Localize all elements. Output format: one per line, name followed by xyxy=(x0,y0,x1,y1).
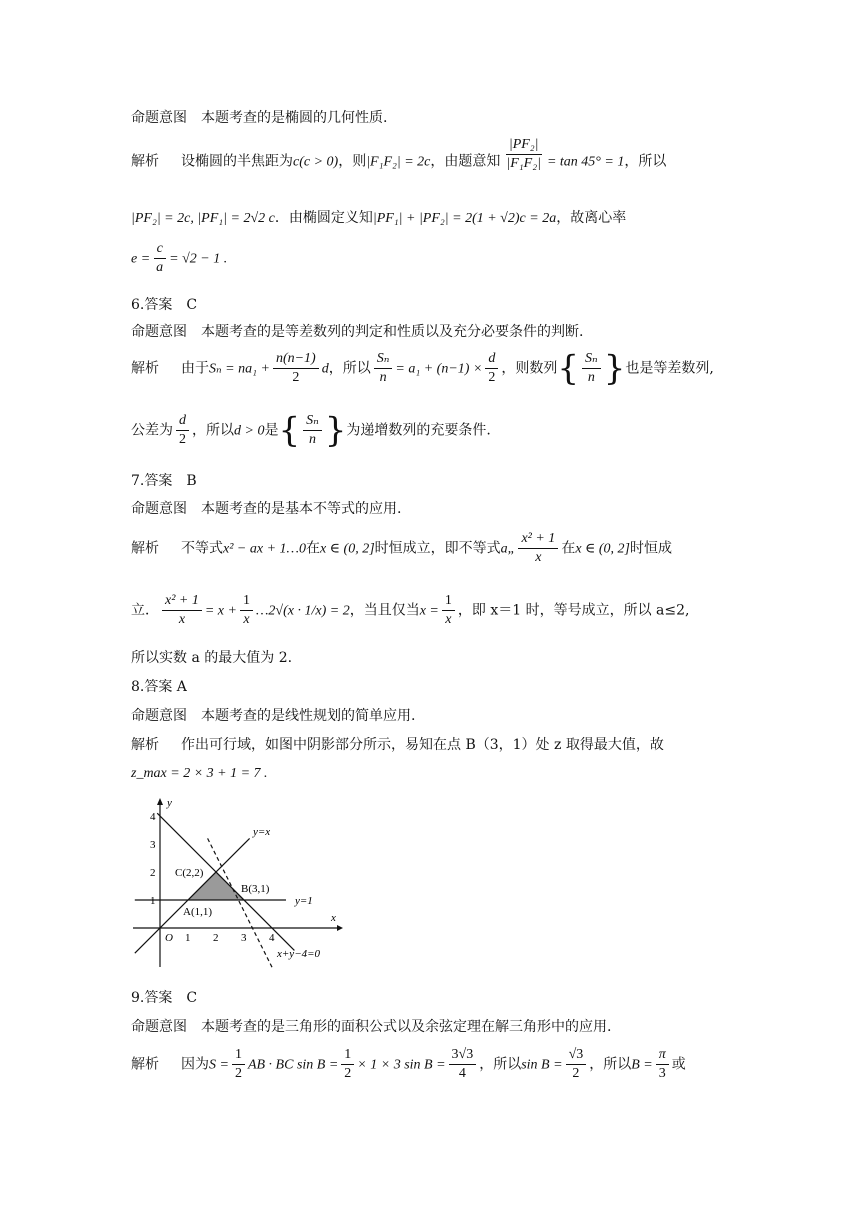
fraction: $\frac{d}{2}$ xyxy=(176,412,189,449)
q8-answer: 8.答案 A xyxy=(131,679,187,695)
analysis-label: 解析 xyxy=(131,360,159,377)
analysis-label: 解析 xyxy=(131,153,159,170)
label-y-eq-x: y=x xyxy=(253,826,271,838)
analysis-label: 解析 xyxy=(131,540,159,557)
label-y-eq-1: y=1 xyxy=(295,895,313,907)
q9-analysis-line-1: 解析 因为S = $\frac{1}{2}$ AB · BC sin B = $\frac{1}{2}$ × 1 × 3 sin B = $\frac{3√3}{4}$ ，所以sin B = $\frac{√3}{2}$ ，所以B = $\frac{\pi}{3}$ 或 xyxy=(131,1047,686,1081)
fraction: $\frac{1}{2}$ xyxy=(232,1046,245,1083)
x-tick-label: 4 xyxy=(269,932,275,944)
q6-analysis-line-1: 解析 由于Sₙ = na₁ + $\frac{n(n-1)}{2}$ d，所以 $\frac{\text{Sₙ}}{n}$ = a₁ + (n−1) × $\frac{d}{2}$ ，则数列{ $\frac{\text{Sₙ}}{n}$ }也是等差数列, xyxy=(131,348,714,389)
q8-analysis-line-1: 解析 作出可行域，如图中阴影部分所示，易知在点 B（3，1）处 z 取得最大值，故 xyxy=(131,737,664,753)
label-point-a: A(1,1) xyxy=(183,906,213,918)
label-x-plus-y-4: x+y−4=0 xyxy=(277,948,321,960)
q7-analysis-line-2: 立． $\frac{\text{x² + 1}}{x}$ = x + $\frac{1}{x}$ …2√(x · 1/x) = 2，当且仅当x = $\frac{1}{x}$ ，即 x＝1 时，等号成立，所以 a≤2, xyxy=(131,593,690,627)
q8-analysis-line-2: z_max = 2 × 3 + 1 = 7 . xyxy=(131,766,268,781)
fraction: $\frac{\pi}{3}$ xyxy=(656,1046,669,1083)
analysis-label: 解析 xyxy=(131,1056,159,1073)
x-tick-label: 3 xyxy=(241,932,247,944)
q7-analysis-line-1: 解析 不等式x² − ax + 1…0在x ∈ (0, 2]时恒成立，即不等式a„ $\frac{\text{x² + 1}}{x}$ 在x ∈ (0, 2]时恒成 xyxy=(131,531,672,565)
label-point-c: C(2,2) xyxy=(175,867,204,879)
feasible-region-plot xyxy=(131,797,343,969)
q6-intent: 命题意图 本题考查的是等差数列的判定和性质以及充分必要条件的判断. xyxy=(131,324,584,340)
q5-analysis-line-3: e = $\frac{c}{a}$ = √2 − 1 . xyxy=(131,241,228,275)
y-axis-label: y xyxy=(167,797,172,809)
fraction: $\frac{1}{2}$ xyxy=(341,1046,354,1083)
fraction: $\frac{3√3}{4}$ xyxy=(449,1046,477,1083)
fraction: $\frac{\text{x² + 1}}{x}$ xyxy=(518,530,558,567)
q6-analysis-line-2: 公差为 $\frac{d}{2}$ ，所以d > 0是{ $\frac{\text{Sₙ}}{n}$ }为递增数列的充要条件. xyxy=(131,410,491,451)
y-tick-label: 3 xyxy=(150,839,156,851)
fraction: $\frac{d}{2}$ xyxy=(485,350,498,387)
q6-answer: 6.答案 C xyxy=(131,297,198,313)
feasible-region-figure xyxy=(131,797,343,969)
q5-intent: 命题意图 本题考查的是椭圆的几何性质. xyxy=(131,110,388,126)
label-point-b: B(3,1) xyxy=(241,883,270,895)
origin-label: O xyxy=(165,932,173,944)
q7-analysis-line-3: 所以实数 a 的最大值为 2. xyxy=(131,650,293,666)
fraction: $\frac{c}{a}$ xyxy=(153,240,166,277)
fraction: $\frac{\text{x² + 1}}{x}$ xyxy=(162,592,202,629)
q9-intent: 命题意图 本题考查的是三角形的面积公式以及余弦定理在解三角形中的应用. xyxy=(131,1019,612,1035)
right-brace-icon: } xyxy=(603,348,626,389)
fraction: $\frac{1}{x}$ xyxy=(442,592,455,629)
y-tick-label: 4 xyxy=(150,811,156,823)
fraction: $\frac{\text{Sₙ}}{n}$ xyxy=(582,350,601,387)
x-axis-label: x xyxy=(331,912,336,924)
y-tick-label: 1 xyxy=(150,895,156,907)
left-brace-icon: { xyxy=(557,348,580,389)
right-brace-icon: } xyxy=(324,410,347,451)
analysis-label: 解析 xyxy=(131,737,159,753)
fraction: $\frac{1}{x}$ xyxy=(240,592,253,629)
fraction: $\frac{√3}{2}$ xyxy=(566,1046,587,1083)
x-tick-label: 2 xyxy=(213,932,219,944)
y-tick-label: 2 xyxy=(150,867,156,879)
left-brace-icon: { xyxy=(278,410,301,451)
fraction: $\frac{\text{|PF₂|}}{\text{|F₁F₂|}}$ xyxy=(506,137,541,171)
q7-intent: 命题意图 本题考查的是基本不等式的应用. xyxy=(131,501,402,517)
q7-answer: 7.答案 B xyxy=(131,473,197,489)
q5-analysis-line-2: |PF₂| = 2c, |PF₁| = 2√2 c．由椭圆定义知|PF₁| + |PF₂| = 2(1 + √2)c = 2a，故离心率 xyxy=(131,210,627,226)
q9-answer: 9.答案 C xyxy=(131,990,198,1006)
q5-analysis-line-1: 解析 设椭圆的半焦距为c(c > 0)，则|F₁F₂| = 2c，由题意知 $\frac{\text{|PF₂|}}{\text{|F₁F₂|}}$ = tan 45° = 1，所以 xyxy=(131,137,667,171)
x-tick-label: 1 xyxy=(185,932,191,944)
fraction: $\frac{\text{Sₙ}}{n}$ xyxy=(303,412,322,449)
q8-intent: 命题意图 本题考查的是线性规划的简单应用. xyxy=(131,708,416,724)
fraction: $\frac{n(n-1)}{2}$ xyxy=(273,350,319,387)
fraction: $\frac{\text{Sₙ}}{n}$ xyxy=(374,350,393,387)
